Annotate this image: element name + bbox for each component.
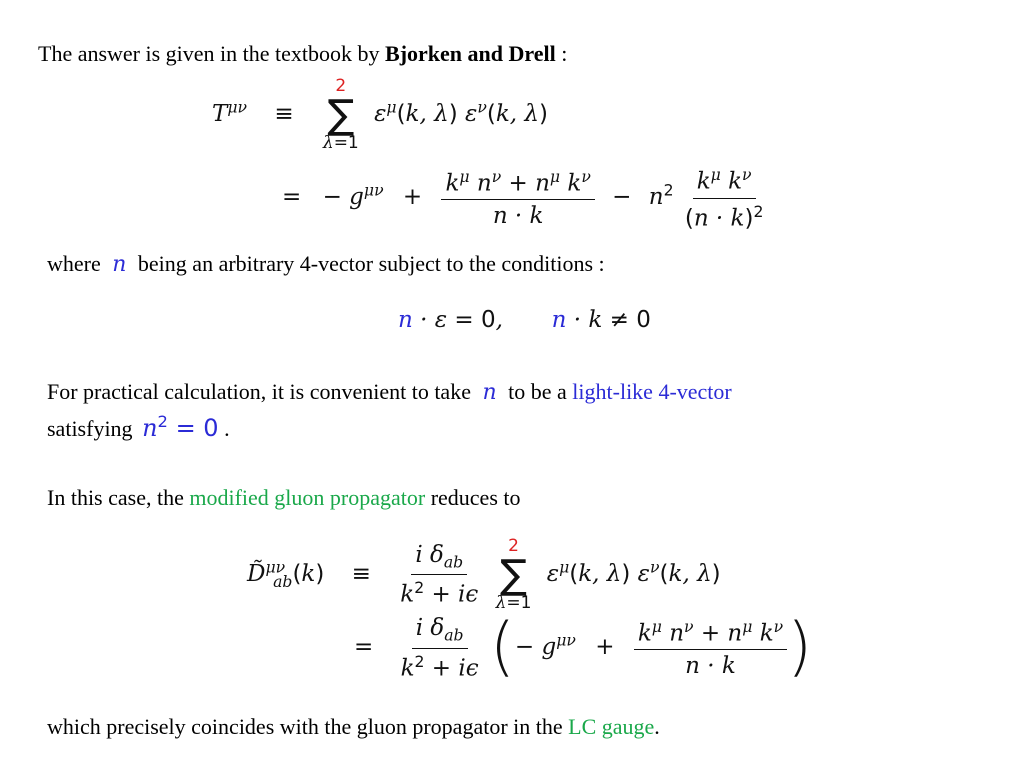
satisfying-text: satisfying bbox=[47, 416, 139, 441]
intro-text: The answer is given in the textbook by bbox=[38, 41, 386, 66]
propagator-result: = $\frac{i \delta_{ab}}{k^2 + i\epsilon}$ (− $g^{\mu\nu}$ + $\frac{k^\mu n^\nu + n^\mu k^\nu}{n \cdot k}$ ) bbox=[354, 610, 813, 685]
case-line bbox=[47, 487, 521, 509]
propagator-highlight: modified gluon propagator bbox=[189, 485, 426, 510]
polarization-sum-equation: $T^{\mu\nu}$ ≡ 2 ∑ λ=1 $\varepsilon^\mu(k$, λ) $\varepsilon^\nu(k$, λ) bbox=[212, 76, 548, 153]
propagator-definition: D̃$^{\mu\nu}_{ab}$(k) ≡ $\frac{i \delta_{ab}}{k^2 + i\epsilon}$ 2 ∑ λ=1 $\varepsilon^\mu(k$, λ) $\varepsilon^\nu(k$, λ) bbox=[247, 536, 721, 613]
practical-text-2: to be a bbox=[502, 379, 573, 404]
intro-line bbox=[38, 43, 567, 65]
satisfying-line bbox=[47, 414, 230, 440]
n-vector-symbol-2: n bbox=[482, 380, 497, 405]
intro-colon: : bbox=[555, 41, 568, 66]
conditions-equation: n · ε = 0, n · k ≠ 0 bbox=[398, 307, 651, 333]
conclusion-text: which precisely coincides with the gluon propagator in the bbox=[47, 714, 569, 739]
light-like-highlight: light-like 4-vector bbox=[572, 379, 732, 404]
textbook-authors: Bjorken and Drell bbox=[385, 41, 556, 66]
case-text: In this case, the bbox=[47, 485, 190, 510]
lc-gauge-highlight: LC gauge bbox=[568, 714, 655, 739]
conclusion-period: . bbox=[654, 714, 660, 739]
conclusion-line bbox=[47, 716, 660, 738]
satisfying-period: . bbox=[218, 416, 230, 441]
null-condition: $n^2 = 0$ bbox=[142, 412, 219, 442]
practical-text: For practical calculation, it is convenient to take bbox=[47, 379, 477, 404]
practical-line bbox=[47, 381, 732, 404]
case-text-2: reduces to bbox=[425, 485, 521, 510]
polarization-sum-result: = − $g^{\mu\nu}$ + $\frac{k^\mu n^\nu + n^\mu k^\nu}{n \cdot k}$ − $n^2$ $\frac{k^\mu k^\nu}{(n \cdot k)^2}$ bbox=[282, 165, 764, 232]
n-vector-symbol: n bbox=[112, 252, 127, 277]
conditions-text: being an arbitrary 4-vector subject to the conditions : bbox=[132, 251, 605, 276]
where-text: where bbox=[47, 251, 107, 276]
where-line bbox=[47, 253, 605, 276]
